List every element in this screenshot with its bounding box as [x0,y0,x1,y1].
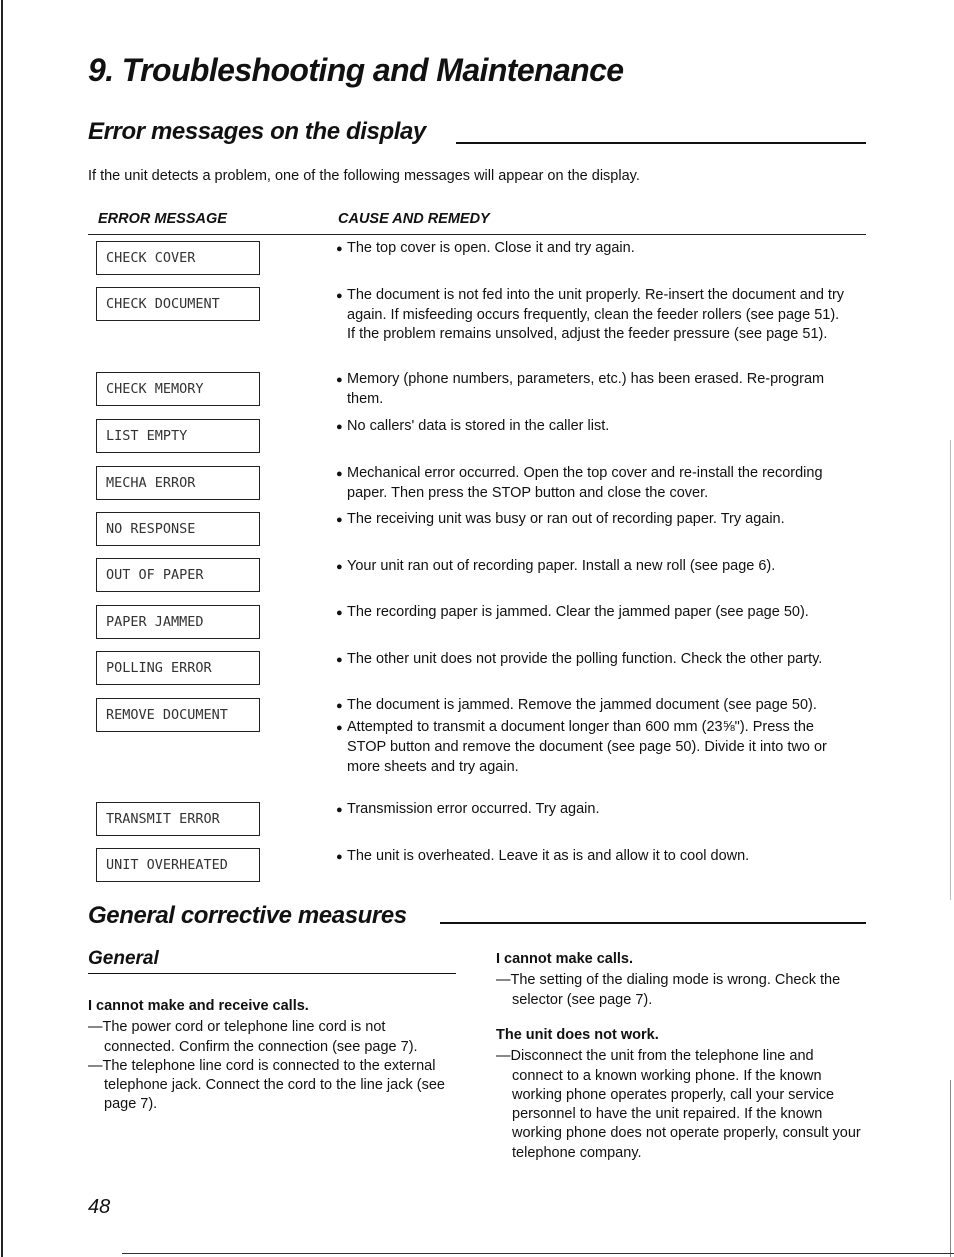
bullet-dot-icon: ● [336,700,343,712]
cause-item: ● Mechanical error occurred. Open the top cover and re-install the recording paper. Then press the STOP button and close the cover. [336,465,823,502]
error-message-box: CHECK DOCUMENT [96,287,260,321]
cause-item: ● No callers' data is stored in the caller list. [336,417,851,437]
cause-item: ● Attempted to transmit a document longer than 600 mm (23⅝"). Press the STOP button and remove the document (see page 50). Divide it into two or more sheets and try again. [336,719,827,775]
bullet-dot-icon: ● [336,290,343,302]
cause-item: ● The recording paper is jammed. Clear the jammed paper (see page 50). [336,603,851,623]
cause-item: ● Transmission error occurred. Try again. [336,800,851,820]
troubleshoot-item: —Disconnect the unit from the telephone line and connect to a known working phone. If the known working phone operates properly, call your service personnel to have the unit repaired. If the known working phone does not operate properly, consult your telephone company. [496,1048,861,1161]
cause-remedy [336,603,851,623]
error-message-box: NO RESPONSE [96,512,260,546]
cause-item: ● Your unit ran out of recording paper. Install a new roll (see page 6). [336,557,851,577]
general-section-rule [440,922,866,924]
error-message-box: POLLING ERROR [96,651,260,685]
general-subtitle: General [88,948,159,969]
table-header-rule [88,234,866,235]
intro-text: If the unit detects a problem, one of the following messages will appear on the display. [88,168,640,184]
troubleshoot-block [496,950,860,1010]
error-message-box: CHECK COVER [96,241,260,275]
cause-item: ● The document is jammed. Remove the jammed document (see page 50). [336,696,851,716]
bullet-dot-icon: ● [336,243,343,255]
error-message-box: UNIT OVERHEATED [96,848,260,882]
cause-remedy [336,510,851,530]
error-message-box: CHECK MEMORY [96,372,260,406]
error-section-rule [456,142,866,144]
general-section-title: General corrective measures [88,902,407,929]
column-header-cause: CAUSE AND REMEDY [338,211,490,227]
cause-remedy [336,557,851,577]
cause-item: ● The top cover is open. Close it and try again. [336,239,851,259]
troubleshoot-heading: I cannot make and receive calls. [88,998,309,1014]
column-header-message: ERROR MESSAGE [98,211,227,227]
bullet-dot-icon: ● [336,654,343,666]
page-number: 48 [88,1196,111,1218]
troubleshoot-block [496,1026,862,1163]
bullet-dot-icon: ● [336,607,343,619]
cause-remedy [336,800,851,820]
cause-item: ● The document is not fed into the unit properly. Re-insert the document and try again. If misfeeding occurs frequently, clean the feeder rollers (see page 51). If the problem remains unsolved, adjust the feeder pressure (see page 51). [336,287,845,343]
bullet-dot-icon: ● [336,468,343,480]
cause-remedy [336,239,851,259]
error-section-title: Error messages on the display [88,118,426,145]
troubleshoot-heading: The unit does not work. [496,1027,659,1043]
bullet-dot-icon: ● [336,851,343,863]
cause-item: ● Memory (phone numbers, parameters, etc.) has been erased. Re-program them. [336,371,825,408]
bullet-dot-icon: ● [336,421,343,433]
general-subtitle-rule [88,973,456,974]
cause-remedy [336,847,851,867]
page-right-edge [950,440,951,900]
cause-remedy [336,417,851,437]
error-message-box: MECHA ERROR [96,466,260,500]
cause-remedy [336,464,851,503]
cause-item: ● The unit is overheated. Leave it as is and allow it to cool down. [336,847,851,867]
bullet-dot-icon: ● [336,722,343,735]
error-message-box: TRANSMIT ERROR [96,802,260,836]
page-bottom-rule [122,1253,954,1254]
cause-remedy [336,370,851,409]
cause-item: ● The receiving unit was busy or ran out of recording paper. Try again. [336,510,851,530]
cause-remedy [336,696,851,777]
troubleshoot-item: —The power cord or telephone line cord is not connected. Confirm the connection (see page 7). [88,1019,418,1055]
error-message-box: LIST EMPTY [96,419,260,453]
page-left-edge [1,0,3,1257]
page-title: 9. Troubleshooting and Maintenance [88,52,624,88]
troubleshoot-item: —The setting of the dialing mode is wrong. Check the selector (see page 7). [496,972,841,1008]
troubleshoot-item: —The telephone line cord is connected to the external telephone jack. Connect the cord to the line jack (see page 7). [88,1057,445,1113]
troubleshoot-heading: I cannot make calls. [496,951,634,967]
page-right-edge-lower [950,1080,951,1257]
cause-item: ● The other unit does not provide the polling function. Check the other party. [336,650,851,670]
cause-remedy [336,650,851,670]
bullet-dot-icon: ● [336,514,343,526]
bullet-dot-icon: ● [336,561,343,573]
bullet-dot-icon: ● [336,804,343,816]
troubleshoot-block [88,997,458,1115]
error-message-box: PAPER JAMMED [96,605,260,639]
bullet-dot-icon: ● [336,374,343,386]
error-message-box: REMOVE DOCUMENT [96,698,260,732]
cause-remedy [336,286,851,345]
error-message-box: OUT OF PAPER [96,558,260,592]
